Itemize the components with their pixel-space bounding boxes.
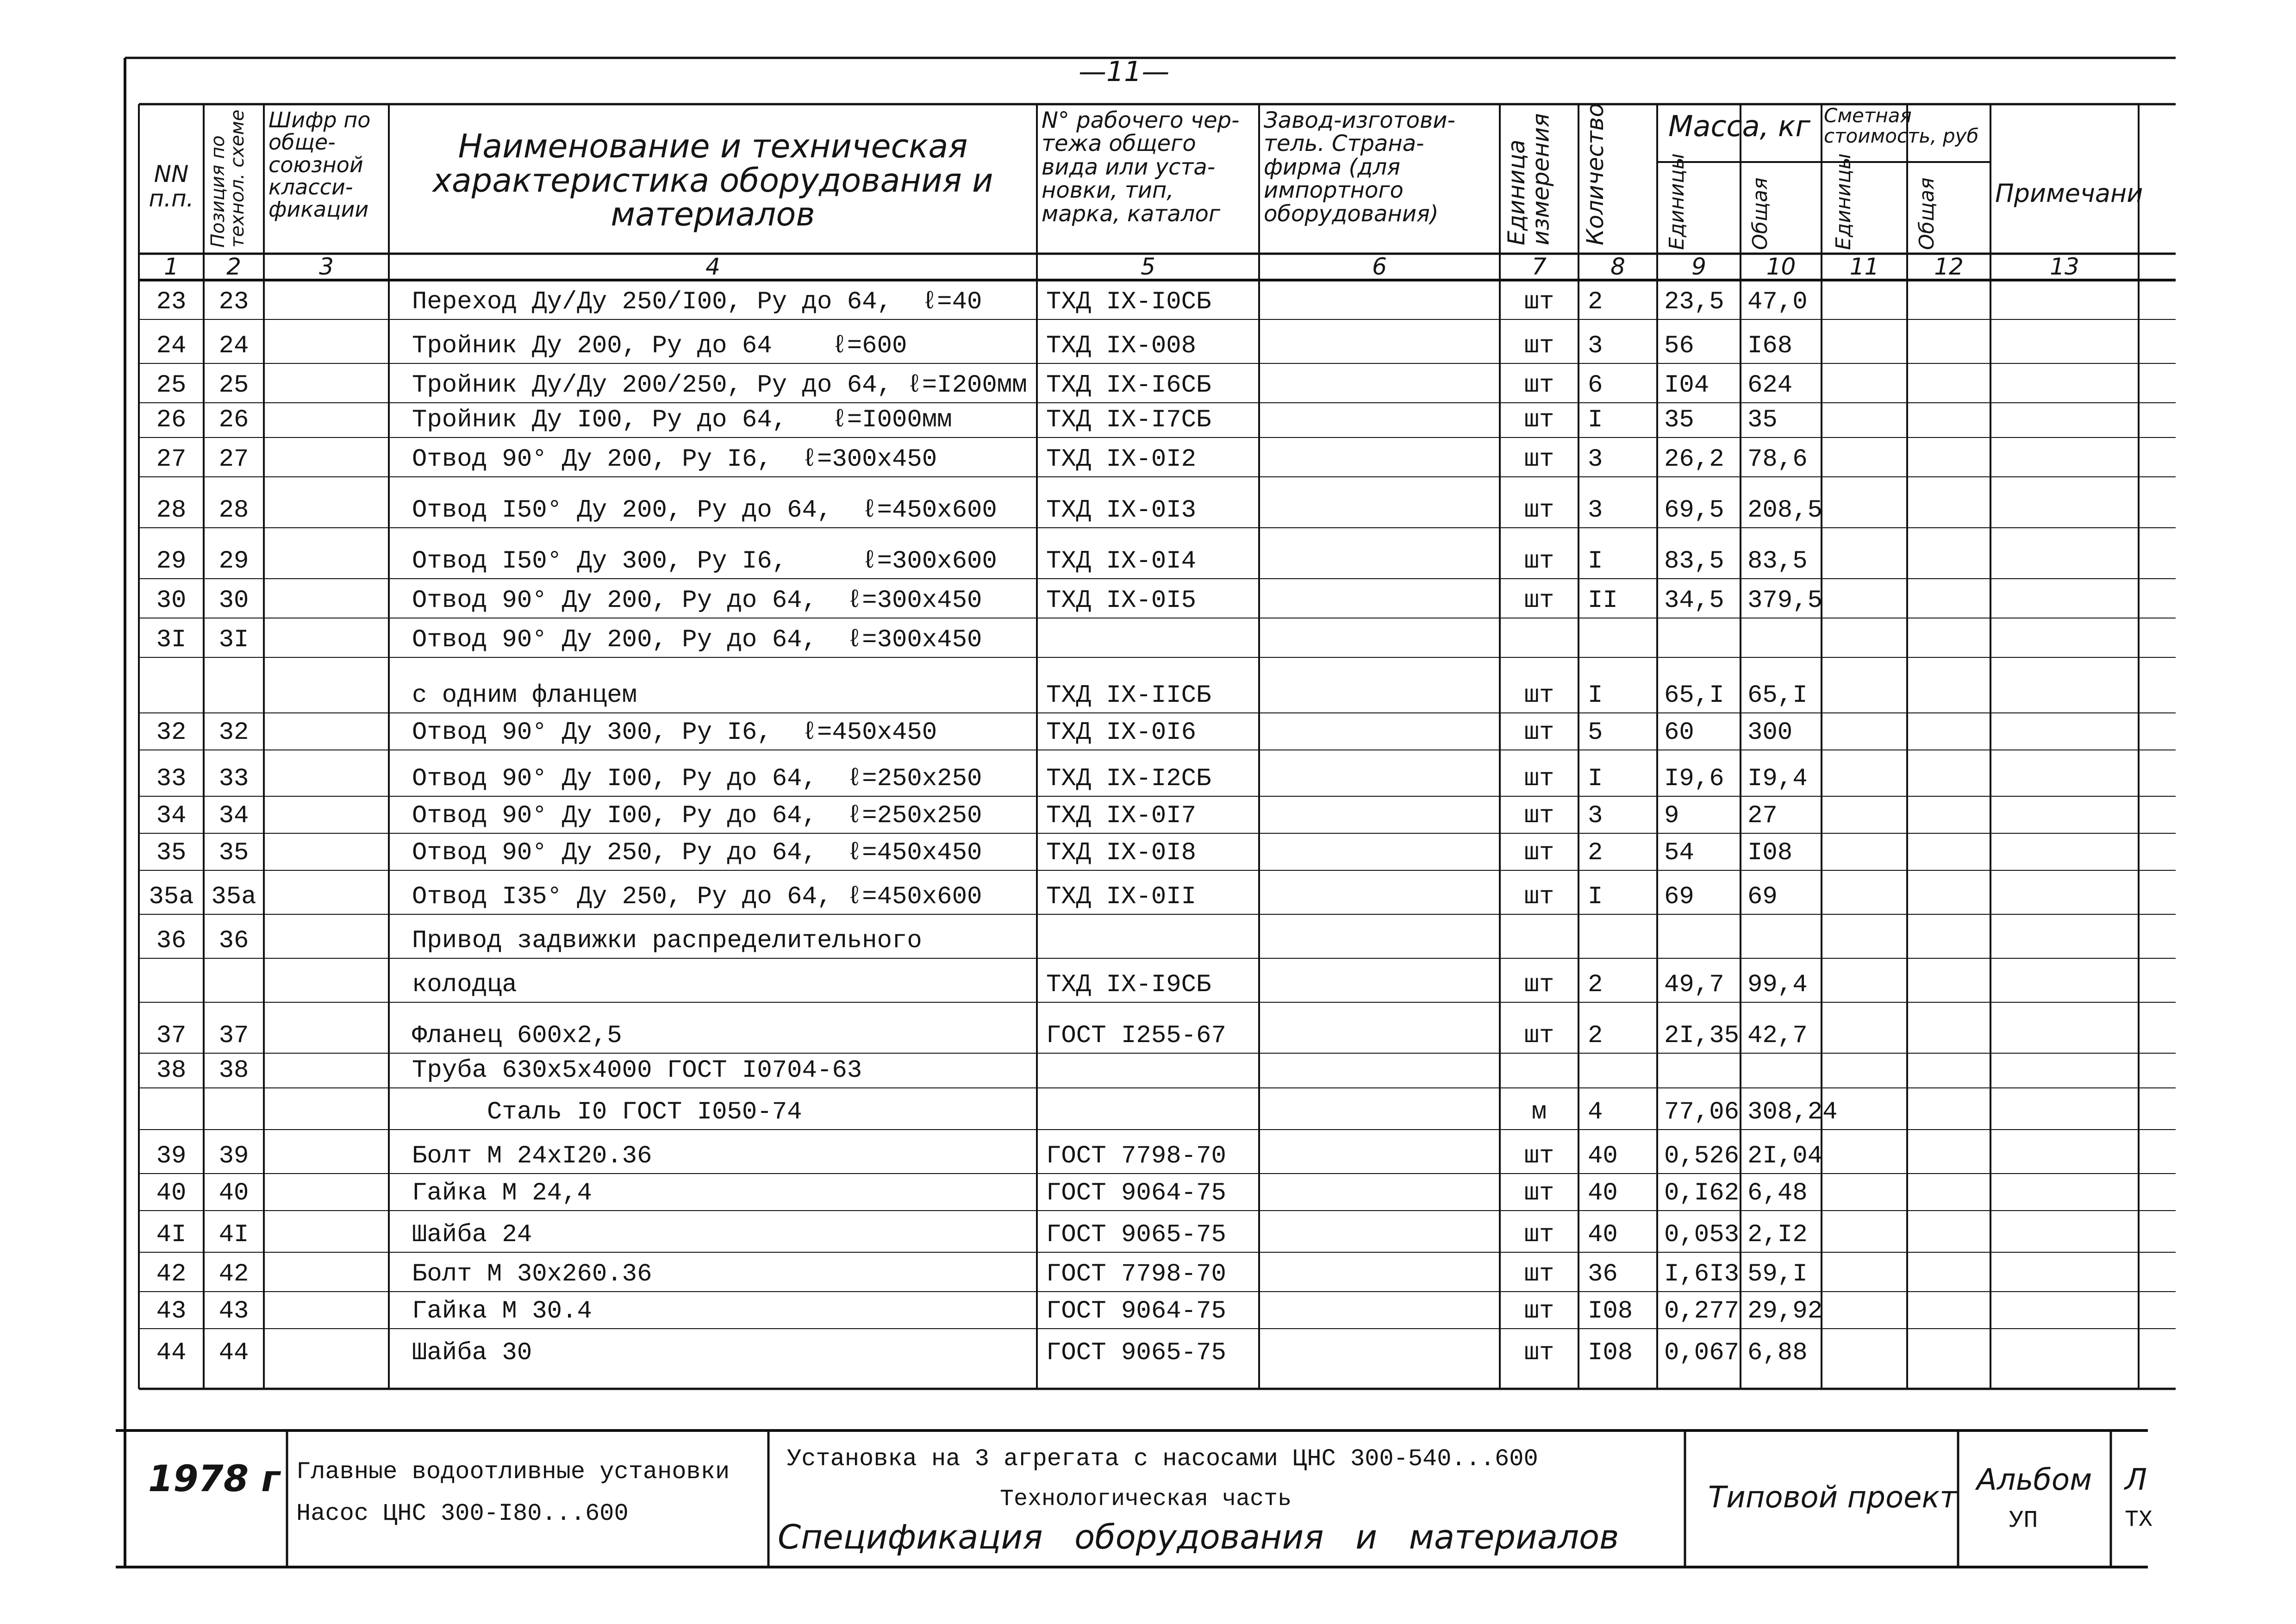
document-title: Спецификация оборудования и материалов — [778, 1518, 1619, 1556]
quantity-cell: I08 — [1588, 1297, 1633, 1325]
document-line-1: Установка на 3 агрегата с насосами ЦНС 300-540...600 — [787, 1445, 1538, 1473]
unit-cell: шт — [1524, 1179, 1554, 1207]
mass-unit-cell: 69,5 — [1664, 496, 1724, 525]
drawing-number-cell: ТХД IX-IIСБ — [1046, 681, 1211, 710]
unit-cell: шт — [1524, 445, 1554, 474]
drawing-number-cell: ГОСТ 9065-75 — [1046, 1339, 1226, 1367]
column-number-4: 4 — [705, 253, 720, 280]
item-name-cell: Труба 630х5х4000 ГОСТ I0704-63 — [412, 1056, 862, 1085]
position-cell: 30 — [218, 587, 249, 615]
row-number-cell: 39 — [156, 1142, 187, 1170]
mass-total-cell: 6,88 — [1747, 1339, 1808, 1367]
mass-unit-cell: I9,6 — [1664, 765, 1724, 793]
mass-total-cell: 69 — [1747, 883, 1778, 911]
item-name-cell: Отвод 90° Ду 200, Ру до 64, ℓ=300х450 — [412, 587, 982, 615]
header-nn: NN п.п. — [149, 161, 194, 212]
mass-unit-cell: 65,I — [1664, 681, 1724, 710]
drawing-number-cell: ТХД IX-I9СБ — [1046, 971, 1211, 999]
column-number-3: 3 — [319, 253, 334, 280]
album-number: УП — [2009, 1507, 2038, 1534]
row-number-cell: 3I — [156, 626, 187, 654]
drawing-number-cell: ТХД IX-0I3 — [1046, 496, 1197, 525]
position-cell: 23 — [218, 288, 249, 316]
mass-total-cell: 35 — [1747, 406, 1778, 434]
mass-unit-cell: 0,526 — [1664, 1142, 1740, 1170]
unit-cell: шт — [1524, 1297, 1554, 1325]
mass-total-cell: 6,48 — [1747, 1179, 1808, 1207]
quantity-cell: I — [1588, 406, 1603, 434]
drawing-number-cell: ГОСТ 7798-70 — [1046, 1260, 1226, 1288]
mass-total-cell: 83,5 — [1747, 547, 1808, 575]
mass-unit-cell: 69 — [1664, 883, 1694, 911]
row-number-cell: 35 — [156, 839, 187, 867]
header-drawing: N° рабочего чер-тежа общего вида или уста-новки, тип, марка, каталог — [1042, 107, 1240, 227]
quantity-cell: 3 — [1588, 332, 1603, 360]
item-name-cell: Гайка М 30.4 — [412, 1297, 592, 1325]
item-name-cell: Шайба 24 — [412, 1221, 532, 1249]
drawing-number-cell: ТХД IX-0I6 — [1046, 718, 1197, 747]
header-mass-total: Общая — [1748, 177, 1772, 250]
unit-cell: шт — [1524, 1022, 1554, 1050]
item-name-cell: Привод задвижки распределительного — [412, 927, 922, 955]
position-cell: 40 — [218, 1179, 249, 1207]
position-cell: 35 — [218, 839, 249, 867]
item-name-cell: Тройник Ду 200, Ру до 64 ℓ=600 — [412, 332, 907, 360]
drawing-number-cell: ГОСТ 7798-70 — [1046, 1142, 1226, 1170]
mass-total-cell: I68 — [1747, 332, 1793, 360]
header-cost-unit: Единицы — [1832, 153, 1855, 250]
page-number: —11— — [1079, 56, 1170, 88]
drawing-number-cell: ГОСТ I255-67 — [1046, 1022, 1226, 1050]
position-cell: 36 — [218, 927, 249, 955]
mass-total-cell: 47,0 — [1747, 288, 1808, 316]
header-position: Позиция по технол. схеме — [207, 109, 248, 248]
drawing-number-cell: ТХД IX-0I2 — [1046, 445, 1197, 474]
column-number-9: 9 — [1691, 253, 1706, 280]
column-number-2: 2 — [226, 253, 241, 280]
row-number-cell: 40 — [156, 1179, 187, 1207]
drawing-number-cell: ТХД IX-I2СБ — [1046, 765, 1211, 793]
header-notes: Примечани — [1995, 179, 2143, 208]
mass-total-cell: 27 — [1747, 802, 1778, 830]
position-cell: 34 — [218, 802, 249, 830]
unit-cell: шт — [1524, 1260, 1554, 1288]
drawing-number-cell: ГОСТ 9065-75 — [1046, 1221, 1226, 1249]
quantity-cell: I — [1588, 883, 1603, 911]
column-number-11: 11 — [1849, 253, 1879, 280]
row-number-cell: 30 — [156, 587, 187, 615]
mass-unit-cell: I,6I3 — [1664, 1260, 1740, 1288]
mass-unit-cell: 0,I62 — [1664, 1179, 1740, 1207]
position-cell: 25 — [218, 371, 249, 400]
mass-unit-cell: 23,5 — [1664, 288, 1724, 316]
position-cell: 43 — [218, 1297, 249, 1325]
quantity-cell: 3 — [1588, 802, 1603, 830]
unit-cell: шт — [1524, 406, 1554, 434]
column-number-13: 13 — [2050, 253, 2079, 280]
drawing-number-cell: ГОСТ 9064-75 — [1046, 1297, 1226, 1325]
item-name-cell: Сталь I0 ГОСТ I050-74 — [412, 1098, 802, 1126]
header-unit: Единица измерения — [1503, 113, 1554, 245]
object-name-line-1: Главные водоотливные установки — [296, 1458, 730, 1486]
mass-unit-cell: 34,5 — [1664, 587, 1724, 615]
item-name-cell: Отвод I50° Ду 200, Ру до 64, ℓ=450х600 — [412, 496, 997, 525]
mass-unit-cell: I04 — [1664, 371, 1710, 400]
unit-cell: шт — [1524, 1339, 1554, 1367]
unit-cell: шт — [1524, 883, 1554, 911]
unit-cell: шт — [1524, 371, 1554, 400]
unit-cell: шт — [1524, 547, 1554, 575]
quantity-cell: 6 — [1588, 371, 1603, 400]
item-name-cell: Переход Ду/Ду 250/I00, Ру до 64, ℓ=40 — [412, 288, 982, 316]
row-number-cell: 42 — [156, 1260, 187, 1288]
header-manufacturer: Завод-изготови-тель. Страна-фирма (для импортного оборудования) — [1264, 107, 1455, 227]
position-cell: 35а — [211, 883, 256, 911]
unit-cell: шт — [1524, 839, 1554, 867]
object-name-line-2: Насос ЦНС 300-I80...600 — [296, 1500, 629, 1527]
column-number-10: 10 — [1766, 253, 1796, 280]
header-cost-total: Общая — [1915, 177, 1939, 250]
mass-total-cell: 42,7 — [1747, 1022, 1808, 1050]
row-number-cell: 43 — [156, 1297, 187, 1325]
mass-unit-cell: 9 — [1664, 802, 1679, 830]
mass-total-cell: 78,6 — [1747, 445, 1808, 474]
item-name-cell: Отвод 90° Ду 200, Ру I6, ℓ=300х450 — [412, 445, 937, 474]
mass-unit-cell: 49,7 — [1664, 971, 1724, 999]
position-cell: 26 — [218, 406, 249, 434]
row-number-cell: 35а — [149, 883, 194, 911]
header-name: Наименование и техническая характеристика оборудования и материалов — [432, 127, 993, 233]
row-number-cell: 33 — [156, 765, 187, 793]
position-cell: 33 — [218, 765, 249, 793]
quantity-cell: I08 — [1588, 1339, 1633, 1367]
item-name-cell: колодца — [412, 971, 517, 999]
mass-total-cell: 59,I — [1747, 1260, 1808, 1288]
quantity-cell: 40 — [1588, 1221, 1618, 1249]
column-number-7: 7 — [1532, 253, 1547, 280]
drawing-number-cell: ТХД IX-I7СБ — [1046, 406, 1211, 434]
album-label: Альбом — [1977, 1463, 2092, 1497]
item-name-cell: Гайка М 24,4 — [412, 1179, 592, 1207]
quantity-cell: I — [1588, 681, 1603, 710]
item-name-cell: с одним фланцем — [412, 681, 637, 710]
drawing-number-cell: ТХД IX-0II — [1046, 883, 1197, 911]
column-number-6: 6 — [1372, 253, 1387, 280]
unit-cell: шт — [1524, 802, 1554, 830]
position-cell: 44 — [218, 1339, 249, 1367]
quantity-cell: 5 — [1588, 718, 1603, 747]
row-number-cell: 29 — [156, 547, 187, 575]
unit-cell: шт — [1524, 587, 1554, 615]
header-cost-group: Сметная стоимость, руб — [1824, 104, 1979, 148]
item-name-cell: Болт М 24хI20.36 — [412, 1142, 652, 1170]
unit-cell: шт — [1524, 288, 1554, 316]
mass-total-cell: 2,I2 — [1747, 1221, 1808, 1249]
mass-unit-cell: 0,277 — [1664, 1297, 1740, 1325]
quantity-cell: 2 — [1588, 971, 1603, 999]
mass-total-cell: I9,4 — [1747, 765, 1808, 793]
mass-total-cell: 208,5 — [1747, 496, 1823, 525]
drawing-number-cell: ТХД IX-0I7 — [1046, 802, 1197, 830]
mass-unit-cell: 60 — [1664, 718, 1694, 747]
drawing-number-cell: ГОСТ 9064-75 — [1046, 1179, 1226, 1207]
mass-unit-cell: 77,06 — [1664, 1098, 1740, 1126]
unit-cell: шт — [1524, 1142, 1554, 1170]
mass-total-cell: 99,4 — [1747, 971, 1808, 999]
item-name-cell: Шайба 30 — [412, 1339, 532, 1367]
unit-cell: шт — [1524, 332, 1554, 360]
row-number-cell: 38 — [156, 1056, 187, 1085]
quantity-cell: 4 — [1588, 1098, 1603, 1126]
item-name-cell: Отвод 90° Ду 300, Ру I6, ℓ=450х450 — [412, 718, 937, 747]
mass-unit-cell: 2I,35 — [1664, 1022, 1740, 1050]
position-cell: 32 — [218, 718, 249, 747]
position-cell: 24 — [218, 332, 249, 360]
mass-unit-cell: 56 — [1664, 332, 1694, 360]
unit-cell: шт — [1524, 1221, 1554, 1249]
drawing-number-cell: ТХД IX-I6СБ — [1046, 371, 1211, 400]
position-cell: 4I — [218, 1221, 249, 1249]
position-cell: 3I — [218, 626, 249, 654]
item-name-cell: Отвод 90° Ду 200, Ру до 64, ℓ=300х450 — [412, 626, 982, 654]
item-name-cell: Тройник Ду I00, Ру до 64, ℓ=I000мм — [412, 406, 952, 434]
column-number-12: 12 — [1934, 253, 1964, 280]
sheet-label: Л — [2125, 1463, 2147, 1497]
document-line-2: Технологическая часть — [1000, 1486, 1292, 1512]
row-number-cell: 36 — [156, 927, 187, 955]
header-code: Шифр по обще-союзной класси-фикации — [268, 107, 371, 222]
position-cell: 27 — [218, 445, 249, 474]
item-name-cell: Фланец 600х2,5 — [412, 1022, 622, 1050]
position-cell: 37 — [218, 1022, 249, 1050]
position-cell: 28 — [218, 496, 249, 525]
header-quantity: Количество — [1582, 103, 1609, 245]
item-name-cell: Тройник Ду/Ду 200/250, Ру до 64, ℓ=I200мм — [412, 371, 1027, 400]
row-number-cell: 27 — [156, 445, 187, 474]
row-number-cell: 24 — [156, 332, 187, 360]
row-number-cell: 32 — [156, 718, 187, 747]
row-number-cell: 26 — [156, 406, 187, 434]
item-name-cell: Отвод 90° Ду I00, Ру до 64, ℓ=250х250 — [412, 802, 982, 830]
mass-unit-cell: 26,2 — [1664, 445, 1724, 474]
drawing-number-cell: ТХД IX-008 — [1046, 332, 1197, 360]
position-cell: 42 — [218, 1260, 249, 1288]
sheet-code: ТХ — [2125, 1507, 2153, 1533]
item-name-cell: Болт М 30х260.36 — [412, 1260, 652, 1288]
unit-cell: шт — [1524, 718, 1554, 747]
row-number-cell: 4I — [156, 1221, 187, 1249]
quantity-cell: 2 — [1588, 1022, 1603, 1050]
mass-unit-cell: 54 — [1664, 839, 1694, 867]
unit-cell: шт — [1524, 496, 1554, 525]
quantity-cell: II — [1588, 587, 1618, 615]
position-cell: 38 — [218, 1056, 249, 1085]
mass-total-cell: 2I,04 — [1747, 1142, 1823, 1170]
quantity-cell: 40 — [1588, 1179, 1618, 1207]
column-number-1: 1 — [164, 253, 179, 280]
quantity-cell: 40 — [1588, 1142, 1618, 1170]
mass-total-cell: 300 — [1747, 718, 1793, 747]
drawing-number-cell: ТХД IX-0I4 — [1046, 547, 1197, 575]
column-number-5: 5 — [1141, 253, 1155, 280]
row-number-cell: 34 — [156, 802, 187, 830]
row-number-cell: 44 — [156, 1339, 187, 1367]
item-name-cell: Отвод I35° Ду 250, Ру до 64, ℓ=450х600 — [412, 883, 982, 911]
mass-unit-cell: 35 — [1664, 406, 1694, 434]
mass-total-cell: 29,92 — [1747, 1297, 1823, 1325]
drawing-number-cell: ТХД IX-0I5 — [1046, 587, 1197, 615]
mass-total-cell: 624 — [1747, 371, 1793, 400]
mass-unit-cell: 83,5 — [1664, 547, 1724, 575]
column-number-8: 8 — [1610, 253, 1625, 280]
item-name-cell: Отвод 90° Ду 250, Ру до 64, ℓ=450х450 — [412, 839, 982, 867]
quantity-cell: 2 — [1588, 288, 1603, 316]
quantity-cell: I — [1588, 765, 1603, 793]
quantity-cell: I — [1588, 547, 1603, 575]
quantity-cell: 36 — [1588, 1260, 1618, 1288]
unit-cell: шт — [1524, 765, 1554, 793]
mass-unit-cell: 0,067 — [1664, 1339, 1740, 1367]
header-mass-group: Масса, кг — [1668, 109, 1811, 143]
row-number-cell: 25 — [156, 371, 187, 400]
quantity-cell: 3 — [1588, 496, 1603, 525]
mass-total-cell: I08 — [1747, 839, 1793, 867]
row-number-cell: 28 — [156, 496, 187, 525]
project-type: Типовой проект — [1708, 1480, 1957, 1515]
mass-total-cell: 65,I — [1747, 681, 1808, 710]
mass-total-cell: 308,24 — [1747, 1098, 1838, 1126]
unit-cell: шт — [1524, 681, 1554, 710]
item-name-cell: Отвод I50° Ду 300, Ру I6, ℓ=300х600 — [412, 547, 997, 575]
item-name-cell: Отвод 90° Ду I00, Ру до 64, ℓ=250х250 — [412, 765, 982, 793]
row-number-cell: 23 — [156, 288, 187, 316]
row-number-cell: 37 — [156, 1022, 187, 1050]
position-cell: 29 — [218, 547, 249, 575]
position-cell: 39 — [218, 1142, 249, 1170]
drawing-number-cell: ТХД IX-I0СБ — [1046, 288, 1211, 316]
mass-unit-cell: 0,053 — [1664, 1221, 1740, 1249]
mass-total-cell: 379,5 — [1747, 587, 1823, 615]
header-mass-unit: Единицы — [1665, 153, 1689, 250]
quantity-cell: 2 — [1588, 839, 1603, 867]
unit-cell: м — [1531, 1098, 1547, 1126]
year-stamp: 1978 г — [148, 1458, 280, 1500]
quantity-cell: 3 — [1588, 445, 1603, 474]
drawing-number-cell: ТХД IX-0I8 — [1046, 839, 1197, 867]
unit-cell: шт — [1524, 971, 1554, 999]
